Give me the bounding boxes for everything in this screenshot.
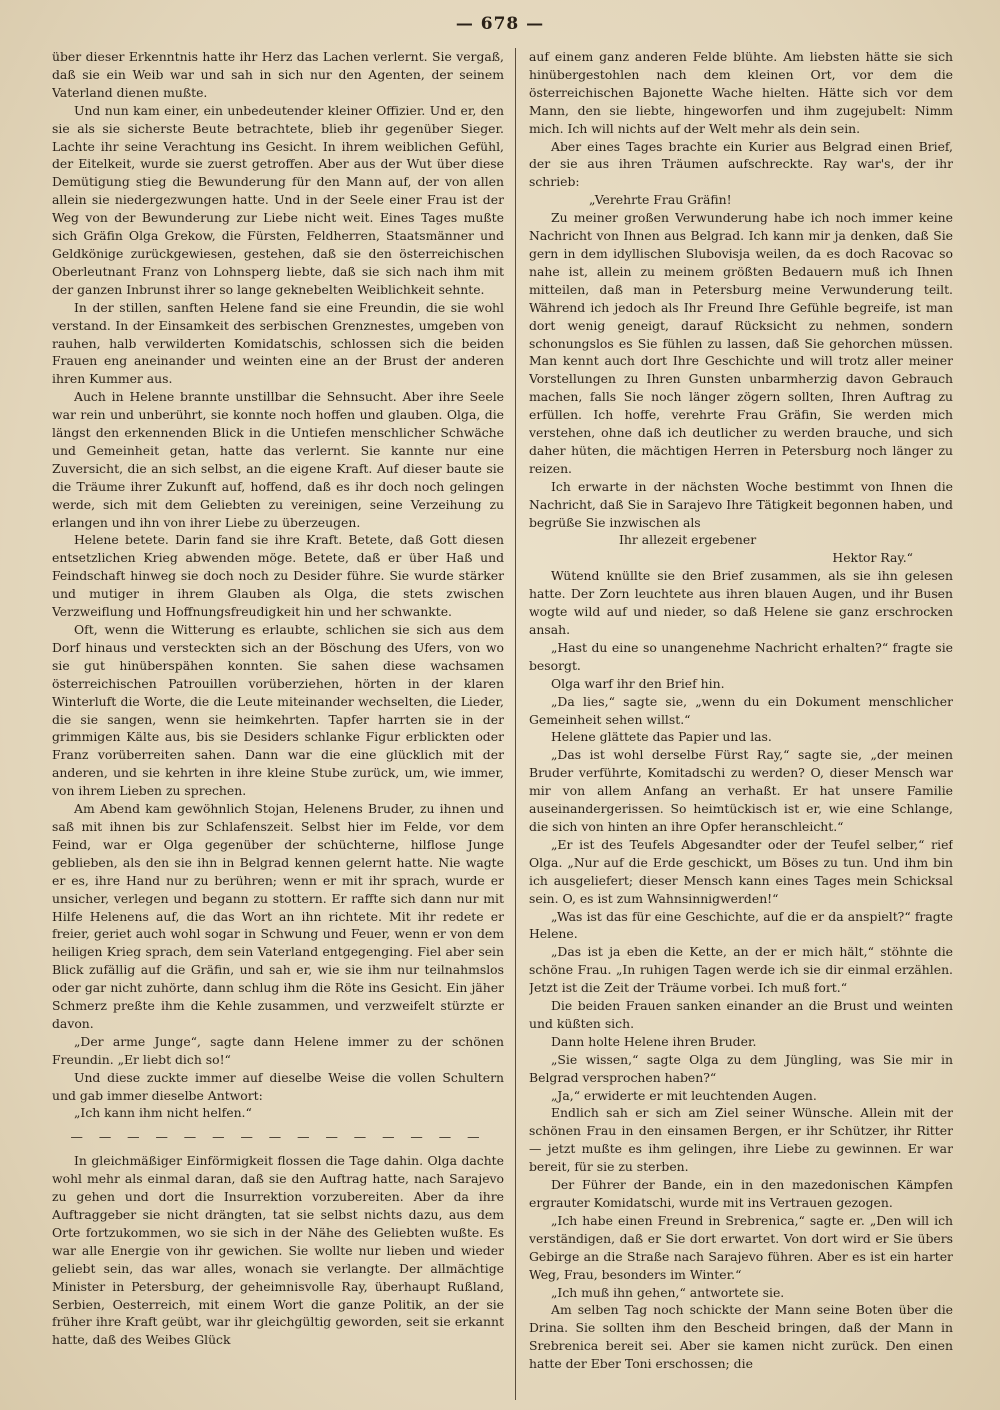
- paragraph: In der stillen, sanften Helene fand sie eine Freundin, die sie wohl verstand. In der Einsamkeit des serbischen Grenznestes, umgeben von rauhen, halb verwilderten Komidatschis, schlossen sich die beiden Frauen eng aneinander und weinten eine an der Brust der anderen ihren Kummer aus.: [52, 299, 504, 387]
- paragraph: Aber eines Tages brachte ein Kurier aus Belgrad einen Brief, der sie aus ihren Träumen aufschreckte. Ray war's, der ihr schrieb:: [529, 138, 953, 190]
- paragraph: „Ich habe einen Freund in Srebrenica,“ sagte er. „Den will ich verständigen, daß er Sie dort erwartet. Von dort wird er Sie übers Gebirge an die Straße nach Sarajevo führen. Aber es ist ein harter Weg, Frau, besonders im Winter.“: [529, 1212, 953, 1282]
- paragraph: Olga warf ihr den Brief hin.: [551, 675, 725, 691]
- paragraph: „Der arme Junge“, sagte dann Helene immer zu der schönen Freundin. „Er liebt dich so!“: [52, 1033, 504, 1067]
- paragraph: auf einem ganz anderen Felde blühte. Am liebsten hätte sie sich hinübergestohlen nach dem kleinen Ort, vor dem die österreichischen Bajonette Wache hielten. Hätte sich vor dem Mann, den sie liebte, hingeworfen und ihm zugejubelt: Nimm mich. Ich will nichts auf der Welt mehr als dein sein.: [529, 49, 953, 136]
- paragraph: Der Führer der Bande, ein in den mazedonischen Kämpfen ergrauter Komidatschi, wurde mit ins Vertrauen gezogen.: [529, 1177, 953, 1210]
- paragraph: Am Abend kam gewöhnlich Stojan, Helenens Bruder, zu ihnen und saß mit ihnen bis zur Schlafenszeit. Selbst hier im Felde, vor dem Feind, war er Olga gegenüber der schüchterne, hilflose Junge geblieben, als den sie ihn in Belgrad kennen gelernt hatte. Nie wagte er es, ihre Hand nur zu berühren; wenn er mit ihr sprach, wurde er unsicher, verlegen und begann zu stottern. Er raffte sich dann nur mit Hilfe Helenens auf, die das Wort an ihn richtete. Mit ihr redete er freier, geriet auch wohl sogar in Schwung und Feuer, wenn er von dem heiligen Krieg sprach, dem sein Vaterland entgegenging. Fiel aber sein Blick zufällig auf die Gräfin, und sah er, wie sie ihm nur teilnahmslos oder gar nicht zuhörte, dann schlug ihm die Röte ins Gesicht. Ein jäher Schmerz preßte ihm die Kehle zusammen, und verzweifelt stürzte er davon.: [52, 801, 504, 1031]
- paragraph: „Ich kann ihm nicht helfen.“: [74, 1105, 252, 1121]
- paragraph: Endlich sah er sich am Ziel seiner Wünsche. Allein mit der schönen Frau in den einsamen Bergen, er ihr Schützer, ihr Ritter — jetzt mußte es ihm gelingen, ihre Liebe zu gewinnen. Er war bereit, für sie zu sterben.: [529, 1105, 953, 1175]
- paragraph: Am selben Tag noch schickte der Mann seine Boten über die Drina. Sie sollten ihm den Bescheid bringen, daß der Mann in Srebrenica bereit sei. Aber sie kamen nicht zurück. Den einen hatte der Eber Toni erschossen; die: [529, 1302, 953, 1372]
- letter-signature: Hektor Ray.“: [832, 550, 913, 566]
- paragraph: „Da lies,“ sagte sie, „wenn du ein Dokument menschlicher Gemeinheit sehen willst.“: [529, 693, 953, 727]
- paragraph: „Sie wissen,“ sagte Olga zu dem Jüngling, was Sie mir in Belgrad versprochen haben?“: [529, 1051, 953, 1085]
- right-column: [529, 48, 953, 1400]
- letter-closing: Ihr allezeit ergebener: [619, 532, 757, 548]
- paragraph: „Ich muß ihn gehen,“ antwortete sie.: [551, 1284, 785, 1300]
- paragraph: Und nun kam einer, ein unbedeutender kleiner Offizier. Und er, den sie als sie sicherste Beute betrachtete, blieb ihr gegenüber Sieger. Lachte ihr seine Verachtung ins Gesicht. In ihrem weiblichen Gefühl, der Eitelkeit, wurde sie zuerst getroffen. Aber aus der Wut über diese Demütigung stieg die Bewunderung für den Mann auf, der von allen allein sie niedergezwungen hatte. Und in der Seele einer Frau ist der Weg von der Bewunderung zur Liebe nicht weit. Eines Tages mußte sich Gräfin Olga Grekow, die Fürsten, Feldherren, Staatsmänner und Geldkönige zurückgewiesen, gestehen, daß sie den österreichischen Oberleutnant Franz von Lohnsperg liebte, daß sie sich nach ihm mit der ganzen Inbrunst ihrer so lange geknebelten Weiblichkeit sehnte.: [52, 102, 504, 297]
- paragraph: „Ja,“ erwiderte er mit leuchtenden Augen.: [551, 1087, 817, 1103]
- page-number: — 678 —: [455, 14, 545, 34]
- paragraph: „Was ist das für eine Geschichte, auf die er da anspielt?“ fragte Helene.: [529, 908, 953, 942]
- paragraph: „Er ist des Teufels Abgesandter oder der Teufel selber,“ rief Olga. „Nur auf die Erde geschickt, um Böses zu tun. Und ihm bin ich ausgeliefert; dieser Mensch kann eines Tages mein Schicksal sein. O, es ist zum Wahnsinnigwerden!“: [529, 836, 953, 906]
- paragraph: „Hast du eine so unangenehme Nachricht erhalten?“ fragte sie besorgt.: [529, 639, 953, 673]
- paragraph: Auch in Helene brannte unstillbar die Sehnsucht. Aber ihre Seele war rein und unberührt, sie konnte noch hoffen und glauben. Olga, die längst den erkennenden Blick in die Untiefen menschlicher Schwäche und Gemeinheit getan, hatte das verlernt. Sie kannte nur eine Zuversicht, die an sich selbst, an die eigene Kraft. Auf dieser baute sie die Träume ihrer Zukunft auf, hoffend, daß es ihr doch noch gelingen werde, sich mit dem Geliebten zu vereinigen, seine Verzeihung zu erlangen und ihn von ihrer Liebe zu überzeugen.: [52, 389, 504, 530]
- column-rule: [515, 48, 516, 1400]
- paragraph: Oft, wenn die Witterung es erlaubte, schlichen sie sich aus dem Dorf hinaus und versteckten sich an der Böschung des Ufers, von wo sie gut hinüberspähen konnten. Sie sahen diese wachsamen österreichischen Patrouillen vorüberziehen, hörten in der klaren Winterluft die Worte, die die Leute miteinander wechselten, die Lieder, die sie sangen, wenn sie heimkehrten. Tapfer harrten sie in der grimmigen Kälte aus, bis sie Desiders schlanke Figur erblickten oder Franz vorüberreiten sahen. Dann war die eine glücklich mit der anderen, und sie kehrten in ihre kleine Stube zurück, um, wie immer, von ihrem Lieben zu sprechen.: [52, 622, 504, 799]
- left-column: [52, 48, 504, 1400]
- letter-paragraph: Ich erwarte in der nächsten Woche bestimmt von Ihnen die Nachricht, daß Sie in Sarajevo Ihre Tätigkeit begonnen haben, und begrüße Sie inzwischen als: [529, 478, 953, 530]
- paragraph: „Das ist wohl derselbe Fürst Ray,“ sagte sie, „der meinen Bruder verführte, Komitadschi zu werden? O, dieser Mensch war mir von allem Anfang an verhaßt. Er hat unsere Familie auseinandergerissen. So heimtückisch ist er, wie eine Schlange, die sich von hinten an ihre Opfer heranschleicht.“: [529, 747, 953, 834]
- paragraph: In gleichmäßiger Einförmigkeit flossen die Tage dahin. Olga dachte wohl mehr als einmal daran, daß sie den Auftrag hatte, nach Sarajevo zu gehen und dort die Insurrektion vorzubereiten. Aber da ihre Auftraggeber sie nicht drängten, tat sie selbst nichts dazu, aus dem Orte fortzukommen, wo sie sich in der Nähe des Geliebten wußte. Es war alle Energie von ihr gewichen. Sie wollte nur lieben und wieder geliebt sein, das war alles, wonach sie verlangte. Der allmächtige Minister in Petersburg, der geheimnisvolle Ray, überhaupt Rußland, Serbien, Oesterreich, mit einem Wort die ganze Politik, an der sie früher ihre Kraft geübt, war ihr gleichgültig geworden, seit sie erkannt hatte, daß des Weibes Glück: [52, 1153, 504, 1348]
- paragraph: Dann holte Helene ihren Bruder.: [551, 1033, 757, 1049]
- paragraph: „Das ist ja eben die Kette, an der er mich hält,“ stöhnte die schöne Frau. „In ruhigen Tagen werde ich sie dir einmal erzählen. Jetzt ist die Zeit der Träume vorbei. Ich muß fort.“: [529, 944, 953, 996]
- paragraph: Helene betete. Darin fand sie ihre Kraft. Betete, daß Gott diesen entsetzlichen Krieg abwenden möge. Betete, daß er über Haß und Feindschaft hinweg sie doch noch zu Desider führe. Sie wurde stärker und mutiger in ihrem Glauben als Olga, die stets zwischen Verzweiflung und Hoffnungsfreudigkeit hin und her schwankte.: [52, 532, 504, 620]
- paragraph: über dieser Erkenntnis hatte ihr Herz das Lachen verlernt. Sie vergaß, daß sie ein Weib war und sah in sich nur den Agenten, der seinem Vaterland dienen mußte.: [52, 49, 504, 100]
- paragraph: Die beiden Frauen sanken einander an die Brust und weinten und küßten sich.: [529, 998, 953, 1031]
- letter-paragraph: Zu meiner großen Verwunderung habe ich noch immer keine Nachricht von Ihnen aus Belgrad. Ich kann mir ja denken, daß Sie gern in dem idyllischen Slubovisja weilen, da es doch Racovac so nahe ist, allein zu meinem größten Bedauern muß ich Ihnen mitteilen, daß man in Petersburg meine Verwunderung teilt. Während ich jedoch als Ihr Freund Ihre Gefühle begreife, ist man dort wenig geneigt, darauf Rücksicht zu nehmen, sondern schonungslos es Sie fühlen zu lassen, daß Sie gehorchen müssen. Man kennt auch dort Ihre Geschichte und will trotz aller meiner Vorstellungen zu Ihren Gunsten unbarmherzig davon Gebrauch machen, falls Sie noch länger zögern sollten, Ihren Auftrag zu erfüllen. Ich hoffe, verehrte Frau Gräfin, Sie werden mich verstehen, ohne daß ich deutlicher zu werden brauche, und sich daher hüten, die mächtigen Herren in Petersburg noch länger zu reizen.: [529, 210, 953, 476]
- paragraph: Helene glättete das Papier und las.: [551, 729, 772, 745]
- paragraph: Wütend knüllte sie den Brief zusammen, als sie ihn gelesen hatte. Der Zorn leuchtete aus ihren blauen Augen, und ihr Busen wogte wild auf und nieder, so daß Helene sie ganz erschrocken ansah.: [529, 568, 953, 637]
- section-separator: — — — — — — — — — — — — — — —: [70, 1129, 486, 1145]
- letter-salutation: „Verehrte Frau Gräfin!: [589, 192, 732, 208]
- paragraph: Und diese zuckte immer auf dieselbe Weise die vollen Schultern und gab immer dieselbe Antwort:: [52, 1069, 504, 1103]
